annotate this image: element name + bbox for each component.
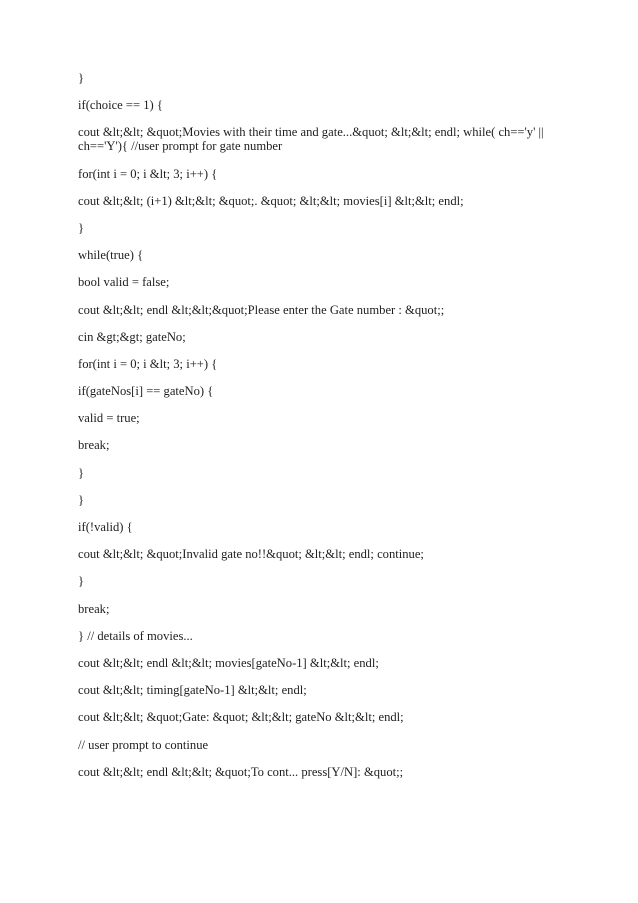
code-line: } // details of movies... — [78, 628, 193, 643]
code-line: cout &lt;&lt; &quot;Gate: &quot; &lt;&lt; gateNo &lt;&lt; endl; — [78, 710, 404, 725]
code-line: break; — [78, 601, 110, 616]
code-line: cout &lt;&lt; &quot;Invalid gate no!!&quot; &lt;&lt; endl; continue; — [78, 547, 424, 562]
code-line: // user prompt to continue — [78, 737, 209, 752]
code-line: } — [78, 220, 85, 235]
code-line: cout &lt;&lt; timing[gateNo-1] &lt;&lt; endl; — [78, 683, 307, 698]
code-line: } — [78, 71, 85, 85]
code-line: cout &lt;&lt; endl &lt;&lt; &quot;To cont... press[Y/N]: &quot;; — [78, 764, 404, 779]
code-line: while(true) { — [78, 248, 144, 263]
code-line: for(int i = 0; i &lt; 3; i++) { — [78, 356, 218, 371]
code-line: cout &lt;&lt; (i+1) &lt;&lt; &quot;. &quot; &lt;&lt; movies[i] &lt;&lt; endl; — [78, 193, 464, 208]
code-line: } — [78, 492, 85, 507]
code-line: cin &gt;&gt; gateNo; — [78, 329, 186, 344]
code-line: if(!valid) { — [78, 520, 133, 534]
code-line: valid = true; — [78, 411, 140, 426]
code-line: cout &lt;&lt; &quot;Movies with their time and gate...&quot; &lt;&lt; endl; while( ch=='y' || ch=='Y'){ //user prompt for gate number — [78, 125, 544, 154]
code-line: cout &lt;&lt; endl &lt;&lt; movies[gateNo-1] &lt;&lt; endl; — [78, 655, 379, 670]
code-line: cout &lt;&lt; endl &lt;&lt;&quot;Please enter the Gate number : &quot;; — [78, 302, 445, 317]
code-line: break; — [78, 438, 110, 453]
code-line: } — [78, 465, 85, 480]
code-line: for(int i = 0; i &lt; 3; i++) { — [78, 166, 218, 181]
code-line: if(choice == 1) { — [78, 98, 163, 113]
code-listing — [78, 71, 578, 792]
code-line: } — [78, 574, 85, 589]
code-line: bool valid = false; — [78, 275, 170, 290]
code-line: if(gateNos[i] == gateNo) { — [78, 384, 214, 399]
